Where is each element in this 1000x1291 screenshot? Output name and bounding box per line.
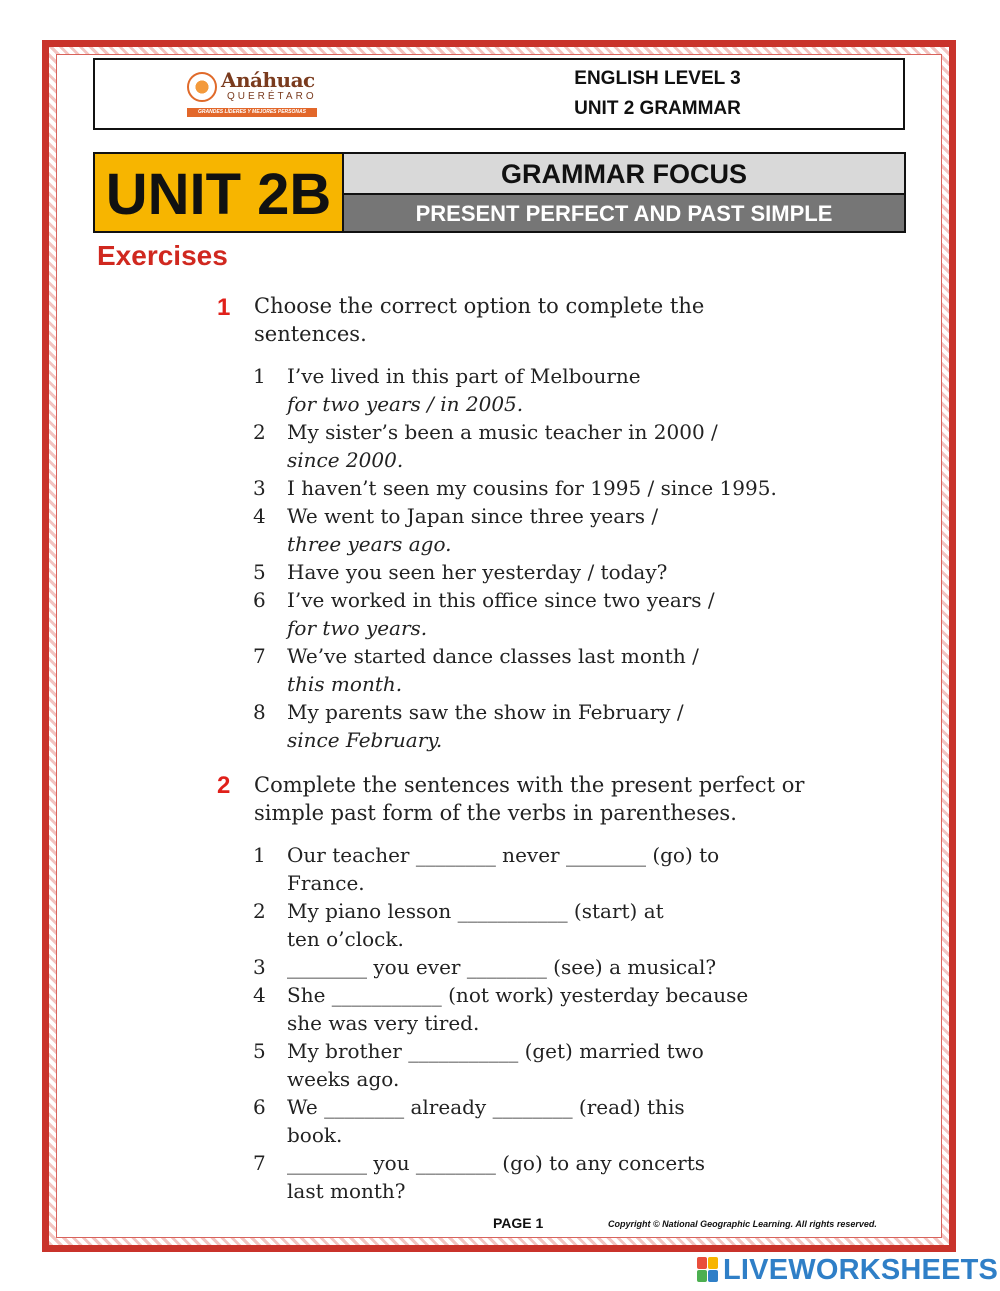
exercises-title: Exercises xyxy=(97,240,228,271)
ex1-item-line: this month. xyxy=(287,672,403,696)
ex1-item-line: three years ago. xyxy=(287,532,452,556)
ex1-item-line: since February. xyxy=(287,728,443,752)
ex2-item-line: ________ you ________ (go) to any concerts xyxy=(287,1151,706,1175)
ex1-item-line: for two years. xyxy=(287,616,428,640)
ex2-item-number: 5 xyxy=(253,1039,266,1063)
ex2-item-line: book. xyxy=(287,1123,343,1147)
ex1-item-number: 6 xyxy=(253,588,266,612)
exercise-2-number: 2 xyxy=(217,772,231,799)
ex2-item-number: 4 xyxy=(253,983,266,1007)
ex1-item-number: 4 xyxy=(253,504,266,528)
ex2-item-line: she was very tired. xyxy=(287,1011,480,1035)
liveworksheets-watermark[interactable]: LIVEWORKSHEETS xyxy=(723,1254,999,1286)
unit-grammar: UNIT 2 GRAMMAR xyxy=(574,98,741,119)
ex1-item-number: 7 xyxy=(253,644,266,668)
ex2-item-number: 7 xyxy=(253,1151,266,1175)
exercise-1-instruction: Choose the correct option to complete the sentences. xyxy=(254,294,705,346)
logo-tagline: GRANDES LÍDERES Y MEJORES PERSONAS xyxy=(187,108,317,117)
ex2-item-line: She ___________ (not work) yesterday because xyxy=(287,983,749,1007)
logo-name: Anáhuac xyxy=(221,68,315,92)
copyright-notice: Copyright © National Geographic Learning. All rights reserved. xyxy=(608,1219,877,1229)
seal-icon xyxy=(187,72,217,102)
grammar-focus-heading: GRAMMAR FOCUS xyxy=(344,152,906,193)
ex1-item-line: I haven’t seen my cousins for 1995 / since 1995. xyxy=(287,476,777,500)
header xyxy=(93,58,905,130)
ex2-item-line: Our teacher ________ never ________ (go) to xyxy=(287,843,720,867)
ex1-item-line: My sister’s been a music teacher in 2000 / xyxy=(287,420,718,444)
ex2-item-line: France. xyxy=(287,871,365,895)
ex1-item-number: 3 xyxy=(253,476,266,500)
ex2-item-line: My piano lesson ___________ (start) at xyxy=(287,899,664,923)
logo-subtitle: QUERÉTARO xyxy=(227,91,317,102)
ex2-item-number: 1 xyxy=(253,843,266,867)
exercise-1-number: 1 xyxy=(217,294,231,321)
anahuac-logo xyxy=(187,68,327,120)
ex2-item-line: My brother ___________ (get) married two xyxy=(287,1039,704,1063)
ex2-item-number: 2 xyxy=(253,899,266,923)
ex2-item-number: 3 xyxy=(253,955,266,979)
ex1-item-line: I’ve lived in this part of Melbourne xyxy=(287,364,641,388)
unit-label: UNIT 2B xyxy=(93,152,344,233)
ex1-item-line: We’ve started dance classes last month / xyxy=(287,644,699,668)
liveworksheets-logo-icon xyxy=(697,1257,719,1283)
ex1-item-line: for two years / in 2005. xyxy=(287,392,524,416)
ex1-item-number: 2 xyxy=(253,420,266,444)
ex2-item-line: ________ you ever ________ (see) a musical? xyxy=(287,955,717,979)
ex2-item-number: 6 xyxy=(253,1095,266,1119)
page-number: PAGE 1 xyxy=(493,1215,544,1231)
ex2-item-line: We ________ already ________ (read) this xyxy=(287,1095,685,1119)
ex2-item-line: ten o’clock. xyxy=(287,927,404,951)
ex1-item-number: 8 xyxy=(253,700,266,724)
exercise-2-instruction: Complete the sentences with the present perfect or simple past form of the verbs in parentheses. xyxy=(254,773,805,825)
ex1-item-line: My parents saw the show in February / xyxy=(287,700,684,724)
ex1-item-number: 1 xyxy=(253,364,266,388)
ex2-item-line: last month? xyxy=(287,1179,406,1203)
ex1-item-line: Have you seen her yesterday / today? xyxy=(287,560,668,584)
ex1-item-number: 5 xyxy=(253,560,266,584)
ex2-item-line: weeks ago. xyxy=(287,1067,400,1091)
course-level: ENGLISH LEVEL 3 xyxy=(574,68,741,89)
ex1-item-line: since 2000. xyxy=(287,448,404,472)
topic-heading: PRESENT PERFECT AND PAST SIMPLE xyxy=(344,193,906,233)
ex1-item-line: I’ve worked in this office since two years / xyxy=(287,588,715,612)
ex1-item-line: We went to Japan since three years / xyxy=(287,504,659,528)
